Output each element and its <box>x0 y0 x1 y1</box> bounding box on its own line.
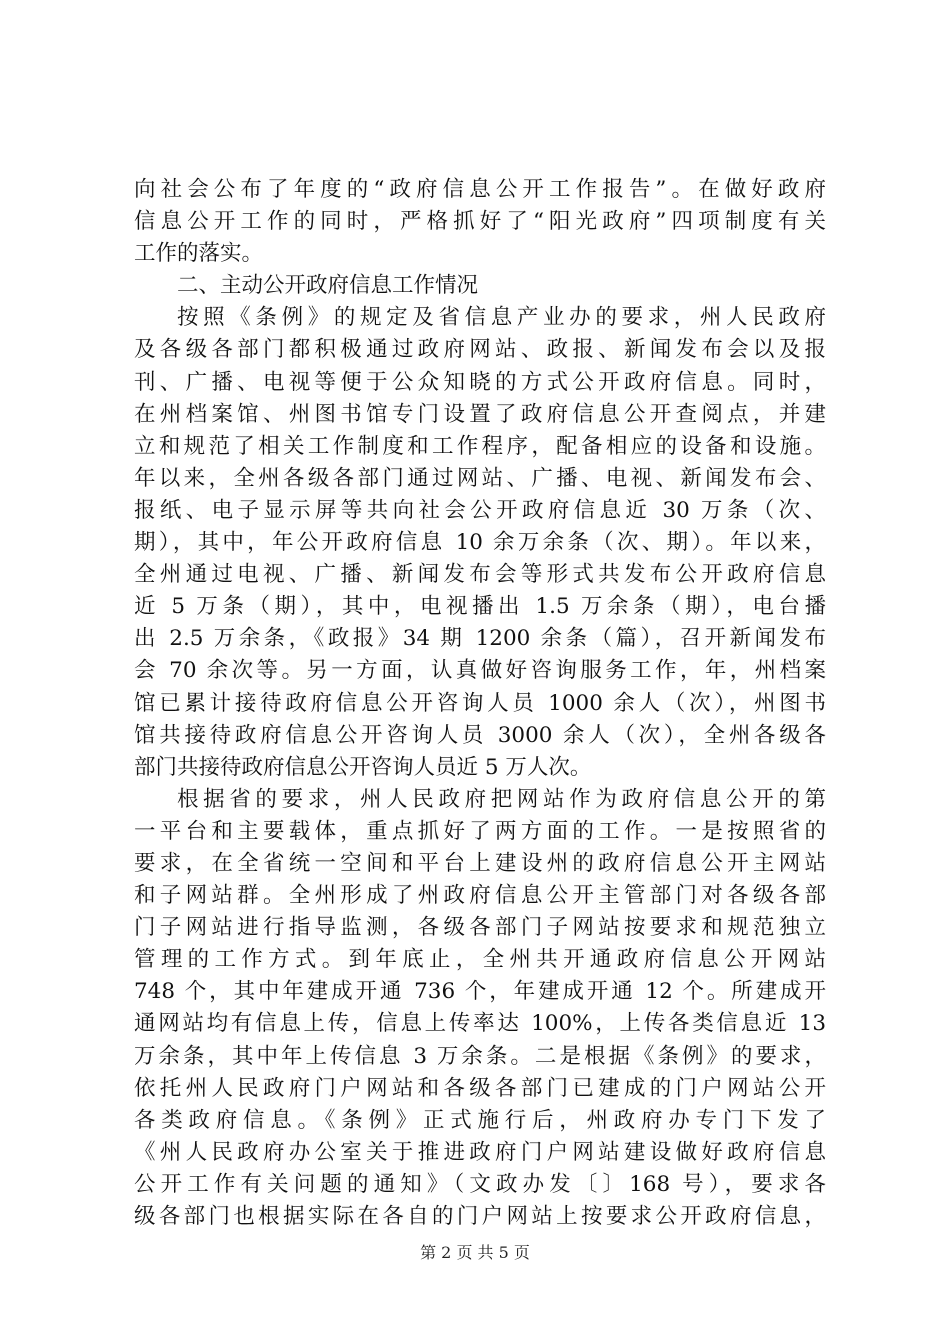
paragraph-line: 期），其中，年公开政府信息 10 余万余条（次、期）。年以来， <box>134 530 826 556</box>
paragraph-line: 刊、广播、电视等便于公众知晓的方式公开政府信息。同时， <box>134 369 826 395</box>
paragraph-line: 在州档案馆、州图书馆专门设置了政府信息公开查阅点，并建 <box>134 401 826 427</box>
paragraph-line: 万余条，其中年上传信息 3 万余条。二是根据《条例》的要求， <box>134 1043 826 1069</box>
paragraph-line: 管理的工作方式。到年底止，全州共开通政府信息公开网站 <box>134 947 826 973</box>
paragraph-line: 通网站均有信息上传，信息上传率达 100%，上传各类信息近 13 <box>134 1011 826 1037</box>
paragraph-line: 出 2.5 万余条，《政报》34 期 1200 余条（篇），召开新闻发布 <box>134 626 826 652</box>
paragraph-line: 一平台和主要载体，重点抓好了两方面的工作。一是按照省的 <box>134 818 826 844</box>
paragraph-line: 馆已累计接待政府信息公开咨询人员 1000 余人（次），州图书 <box>134 690 826 716</box>
paragraph-line: 门子网站进行指导监测，各级各部门子网站按要求和规范独立 <box>134 915 826 941</box>
paragraph-line: 立和规范了相关工作制度和工作程序，配备相应的设备和设施。 <box>134 433 826 459</box>
document-body <box>134 174 826 1233</box>
paragraph-line: 馆共接待政府信息公开咨询人员 3000 余人（次），全州各级各 <box>134 722 826 748</box>
paragraph-line: 会 70 余次等。另一方面，认真做好咨询服务工作，年，州档案 <box>134 658 826 684</box>
paragraph-line: 各类政府信息。《条例》正式施行后，州政府办专门下发了 <box>134 1107 826 1133</box>
paragraph-line: 《州人民政府办公室关于推进政府门户网站建设做好政府信息 <box>134 1139 826 1165</box>
paragraph-line: 748 个，其中年建成开通 736 个，年建成开通 12 个。所建成开 <box>134 979 826 1005</box>
paragraph-line: 部门共接待政府信息公开咨询人员近 5 万人次。 <box>134 754 592 780</box>
page-number-footer: 第 2 页 共 5 页 <box>420 1243 530 1262</box>
paragraph-line: 按照《条例》的规定及省信息产业办的要求，州人民政府 <box>177 305 826 331</box>
paragraph-line: 全州通过电视、广播、新闻发布会等形式共发布公开政府信息 <box>134 562 826 588</box>
paragraph-line: 依托州人民政府门户网站和各级各部门已建成的门户网站公开 <box>134 1075 826 1101</box>
paragraph-line: 及各级各部门都积极通过政府网站、政报、新闻发布会以及报 <box>134 337 826 363</box>
section-heading: 二、主动公开政府信息工作情况 <box>177 273 479 299</box>
paragraph-line: 和子网站群。全州形成了州政府信息公开主管部门对各级各部 <box>134 883 826 909</box>
paragraph-line: 近 5 万条（期），其中，电视播出 1.5 万余条（期），电台播 <box>134 594 826 620</box>
paragraph-line: 要求，在全省统一空间和平台上建设州的政府信息公开主网站 <box>134 850 826 876</box>
paragraph-line: 年以来，全州各级各部门通过网站、广播、电视、新闻发布会、 <box>134 465 826 491</box>
paragraph-line: 向社会公布了年度的“政府信息公开工作报告”。在做好政府 <box>134 177 826 202</box>
paragraph-line: 公开工作有关问题的通知》（文政办发〔〕168 号），要求各 <box>134 1171 826 1197</box>
paragraph-line: 报纸、电子显示屏等共向社会公开政府信息近 30 万条（次、 <box>134 497 826 523</box>
paragraph-line: 根据省的要求，州人民政府把网站作为政府信息公开的第 <box>177 786 826 812</box>
paragraph-line: 工作的落实。 <box>134 241 264 267</box>
paragraph-line: 级各部门也根据实际在各自的门户网站上按要求公开政府信息， <box>134 1204 826 1229</box>
paragraph-line: 信息公开工作的同时，严格抓好了“阳光政府”四项制度有关 <box>134 209 826 235</box>
